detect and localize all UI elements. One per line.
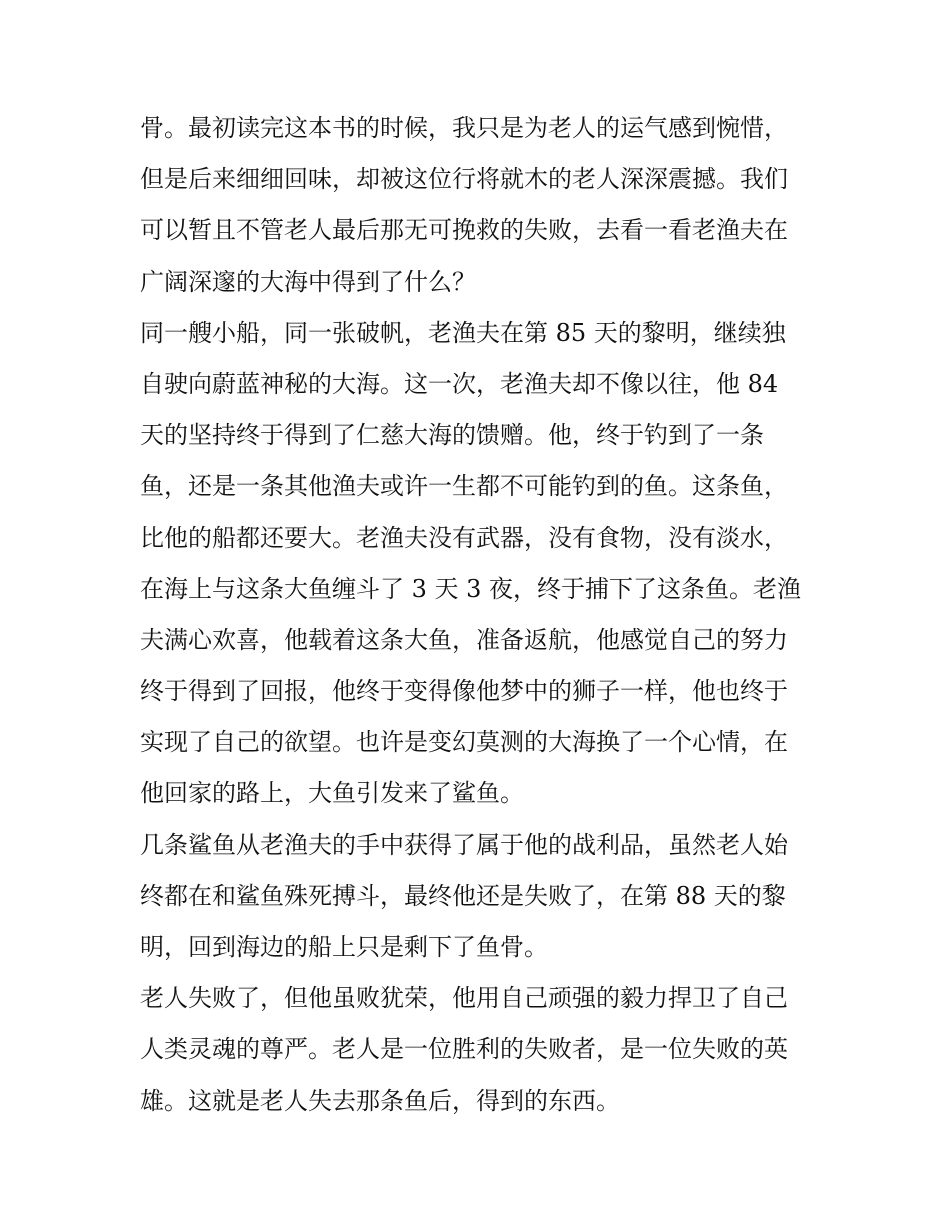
text-line: 比他的船都还要大。老渔夫没有武器，没有食物，没有淡水， [140,523,788,552]
text-line: 夫满心欢喜，他载着这条大鱼，准备返航，他感觉自己的努力 [140,625,788,654]
text-line: 雄。这就是老人失去那条鱼后，得到的东西。 [140,1086,620,1115]
text-line: 骨。最初读完这本书的时候，我只是为老人的运气感到惋惜， [140,114,788,142]
text-line: 鱼，还是一条其他渔夫或许一生都不可能钓到的鱼。这条鱼， [140,472,788,501]
text-line: 他回家的路上，大鱼引发来了鲨鱼。 [140,779,524,808]
text-line: 几条鲨鱼从老渔夫的手中获得了属于他的战利品，虽然老人始 [140,830,788,859]
text-line: 天的坚持终于得到了仁慈大海的馈赠。他，终于钓到了一条 [140,421,764,450]
text-line: 在海上与这条大鱼缠斗了 3 天 3 夜，终于捕下了这条鱼。老渔 [140,574,802,603]
text-line: 同一艘小船，同一张破帆，老渔夫在第 85 天的黎明，继续独 [140,318,786,347]
text-line: 自驶向蔚蓝神秘的大海。这一次，老渔夫却不像以往，他 84 [140,369,779,398]
essay-body [140,103,820,1127]
text-line: 实现了自己的欲望。也许是变幻莫测的大海换了一个心情，在 [140,728,788,757]
text-line: 广阔深邃的大海中得到了什么？ [140,267,476,296]
text-line: 可以暂且不管老人最后那无可挽救的失败，去看一看老渔夫在 [140,216,788,245]
text-line: 人类灵魂的尊严。老人是一位胜利的失败者，是一位失败的英 [140,1035,788,1064]
text-line: 终都在和鲨鱼殊死搏斗，最终他还是失败了，在第 88 天的黎 [140,881,786,910]
text-line: 明，回到海边的船上只是剩下了鱼骨。 [140,933,548,961]
text-line: 终于得到了回报，他终于变得像他梦中的狮子一样，他也终于 [140,677,788,706]
text-line: 老人失败了，但他虽败犹荣，他用自己顽强的毅力捍卫了自己 [140,984,788,1013]
text-line: 但是后来细细回味，却被这位行将就木的老人深深震撼。我们 [140,165,788,194]
